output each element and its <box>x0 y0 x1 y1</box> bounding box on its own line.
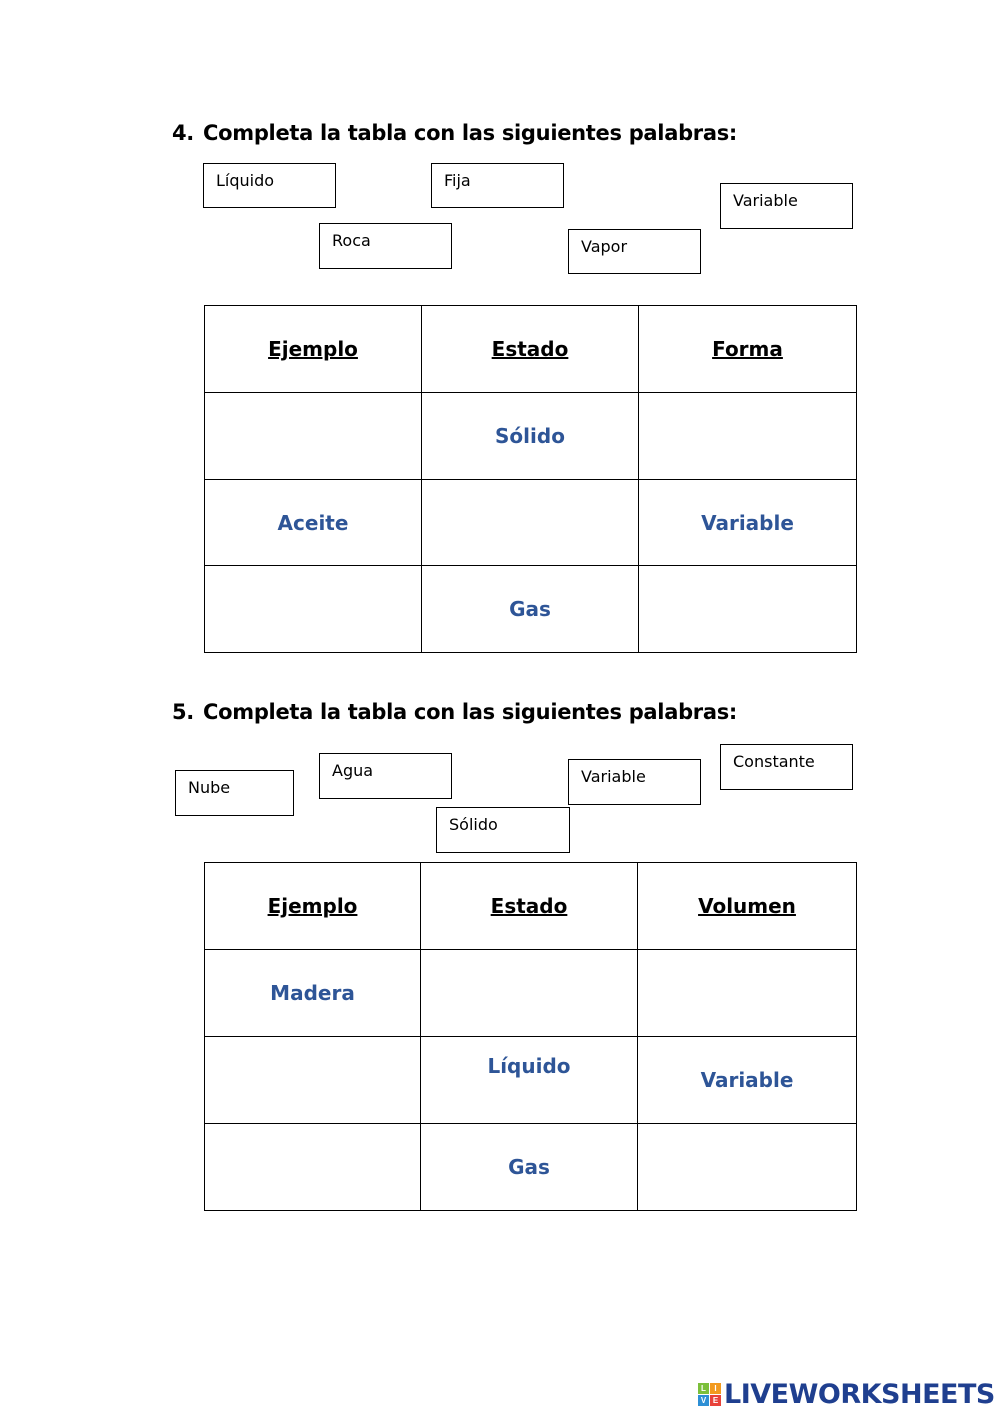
header-estado: Estado <box>422 306 639 393</box>
table-row <box>205 950 857 1037</box>
word-box-vapor[interactable]: Vapor <box>568 229 701 274</box>
word-box-liquido[interactable]: Líquido <box>203 163 336 208</box>
exercise-5-heading <box>172 700 737 724</box>
word-box-nube[interactable]: Nube <box>175 770 294 816</box>
word-box-variable[interactable]: Variable <box>568 759 701 805</box>
liveworksheets-logo <box>698 1379 995 1409</box>
header-ejemplo: Ejemplo <box>205 863 421 950</box>
exercise-4-table <box>204 305 857 653</box>
cell-drop-target[interactable] <box>638 950 857 1037</box>
word-box-variable[interactable]: Variable <box>720 183 853 229</box>
word-box-fija[interactable]: Fija <box>431 163 564 208</box>
header-estado: Estado <box>421 863 638 950</box>
cell-drop-target[interactable] <box>422 480 639 566</box>
cell-answer[interactable] <box>421 1037 638 1124</box>
exercise-4-instruction: Completa la tabla con las siguientes palabras: <box>203 121 738 145</box>
logo-text: LIVEWORKSHEETS <box>724 1378 995 1410</box>
cell-drop-target[interactable] <box>421 950 638 1037</box>
table-row <box>205 480 857 566</box>
exercise-4-number: 4. <box>172 121 194 145</box>
header-ejemplo: Ejemplo <box>205 306 422 393</box>
header-forma: Forma <box>639 306 857 393</box>
cell-answer[interactable]: Gas <box>422 566 639 653</box>
cell-answer[interactable]: Variable <box>639 480 857 566</box>
cell-drop-target[interactable] <box>205 1124 421 1211</box>
cell-answer-text: Líquido <box>487 1054 571 1078</box>
cell-drop-target[interactable] <box>639 566 857 653</box>
cell-drop-target[interactable] <box>205 393 422 480</box>
exercise-5-instruction: Completa la tabla con las siguientes palabras: <box>203 700 738 724</box>
cell-drop-target[interactable] <box>205 1037 421 1124</box>
table-row <box>205 1037 857 1124</box>
word-box-roca[interactable]: Roca <box>319 223 452 269</box>
cell-drop-target[interactable] <box>638 1124 857 1211</box>
word-box-agua[interactable]: Agua <box>319 753 452 799</box>
cell-answer[interactable]: Sólido <box>422 393 639 480</box>
word-box-constante[interactable]: Constante <box>720 744 853 790</box>
table-row <box>205 566 857 653</box>
header-volumen: Volumen <box>638 863 857 950</box>
table-header-row <box>205 863 857 950</box>
cell-drop-target[interactable] <box>639 393 857 480</box>
table-header-row <box>205 306 857 393</box>
cell-answer[interactable]: Madera <box>205 950 421 1037</box>
cell-drop-target[interactable] <box>205 566 422 653</box>
logo-mark-icon: L I V E <box>698 1383 721 1406</box>
exercise-5-number: 5. <box>172 700 194 724</box>
exercise-4-heading <box>172 121 737 145</box>
cell-answer[interactable]: Gas <box>421 1124 638 1211</box>
table-row <box>205 1124 857 1211</box>
cell-answer[interactable]: Aceite <box>205 480 422 566</box>
exercise-5-table <box>204 862 857 1211</box>
cell-answer[interactable]: Variable <box>638 1037 857 1124</box>
table-row <box>205 393 857 480</box>
word-box-solido[interactable]: Sólido <box>436 807 570 853</box>
